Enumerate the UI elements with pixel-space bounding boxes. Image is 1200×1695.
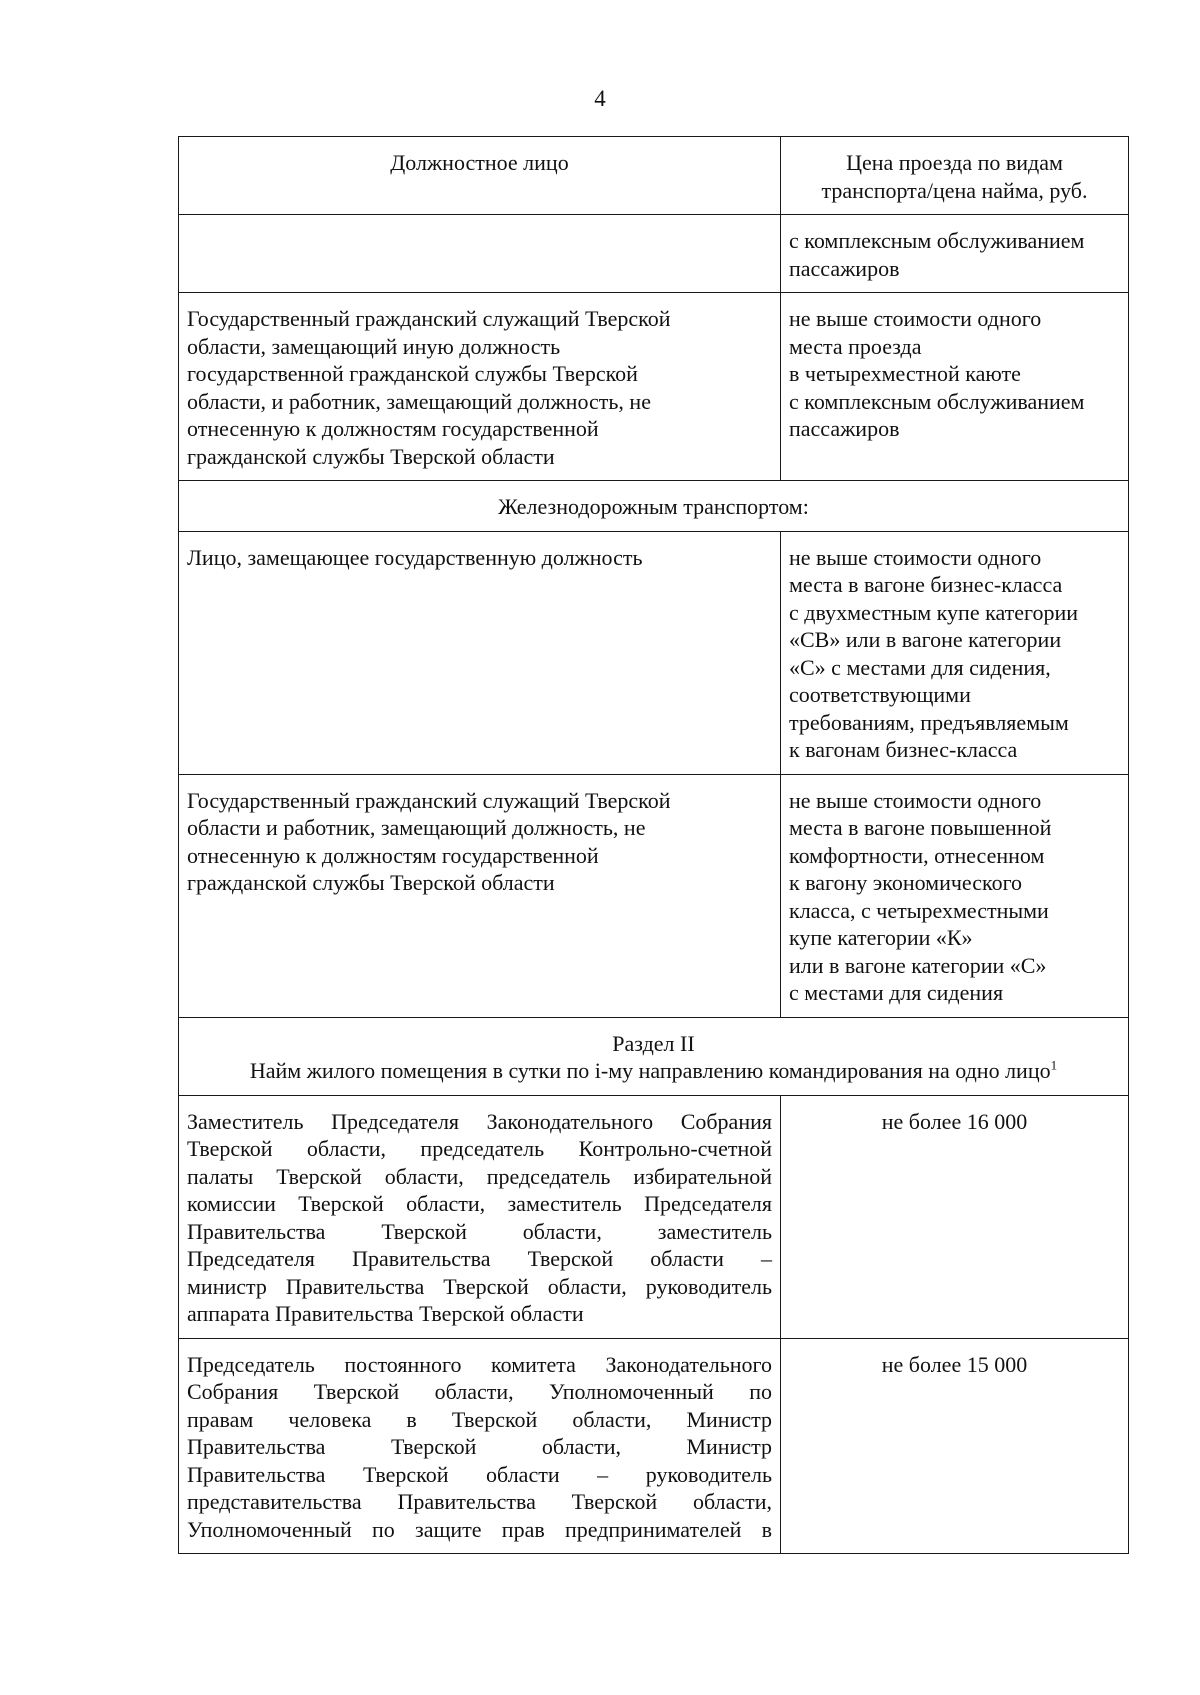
price-line: места в вагоне повышенной	[789, 815, 1052, 840]
section-row-rail	[179, 481, 1129, 532]
official-line: Государственный гражданский служащий Тверской	[187, 306, 671, 331]
price-line: соответствующими	[789, 682, 971, 707]
footnote-mark: 1	[1050, 1057, 1058, 1073]
row-official-cell	[179, 1095, 781, 1338]
price-line: места проезда	[789, 333, 922, 359]
page-number: 4	[594, 86, 606, 111]
row-price-cell: не более 15 000	[781, 1338, 1129, 1554]
official-line: Уполномоченный по защите прав предпринимателей в	[187, 1516, 772, 1542]
official-line: министр Правительства Тверской области, руководитель	[187, 1273, 772, 1299]
table-row	[179, 774, 1129, 1017]
allowance-table	[178, 136, 1129, 1554]
price-line: требованиям, предъявляемым	[789, 709, 1069, 735]
official-line: гражданской службы Тверской области	[187, 443, 555, 469]
official-line: отнесенную к должностям государственной	[187, 842, 599, 868]
row-official-cell	[179, 215, 781, 293]
price-line: к вагону экономического	[789, 870, 1023, 895]
price-line: «СВ» или в вагоне категории	[789, 627, 1062, 652]
price-line: купе категории «К»	[789, 925, 973, 950]
row-price-cell	[781, 531, 1129, 774]
price-line: не выше стоимости одного	[789, 544, 1042, 570]
table-row	[179, 293, 1129, 481]
price-line: не выше стоимости одного	[789, 787, 1042, 813]
price-line: с комплексным обслуживанием	[789, 228, 1085, 253]
price-line: не выше стоимости одного	[789, 306, 1042, 331]
official-line: представительства Правительства Тверской области,	[187, 1489, 772, 1514]
official-line: Государственный гражданский служащий Тверской	[187, 787, 671, 813]
official-line: правам человека в Тверской области, Министр	[187, 1406, 772, 1432]
price-line: пассажиров	[789, 416, 900, 441]
price-line: места в вагоне бизнес-класса	[789, 572, 1063, 597]
row-official-cell	[179, 531, 781, 774]
official-line: области и работник, замещающий должность, не	[187, 815, 646, 840]
official-line: Председателя Правительства Тверской области –	[187, 1246, 772, 1271]
price-line: в четырехместной каюте	[789, 361, 1021, 386]
row-official-cell	[179, 774, 781, 1017]
row-official-cell	[179, 293, 781, 481]
price-line: к вагонам бизнес-класса	[789, 737, 1018, 762]
official-line: государственной гражданской службы Тверской	[187, 361, 638, 386]
price-line: или в вагоне категории «С»	[789, 952, 1047, 978]
official-line: палаты Тверской области, председатель избирательной	[187, 1163, 772, 1189]
header-price-line: Цена проезда по видам	[846, 150, 1063, 175]
table-header-row	[179, 137, 1129, 215]
official-line: Собрания Тверской области, Уполномоченный по	[187, 1379, 772, 1404]
price-line: пассажиров	[789, 255, 900, 281]
price-line: комфортности, отнесенном	[789, 842, 1045, 868]
header-price-line: транспорта/цена найма, руб.	[821, 177, 1088, 203]
official-line: Правительства Тверской области, Министр	[187, 1434, 772, 1459]
row-official-cell	[179, 1338, 781, 1554]
section-2-title: Раздел II	[612, 1030, 695, 1056]
row-price-cell: не более 16 000	[781, 1095, 1129, 1338]
official-line: гражданской службы Тверской области	[187, 870, 555, 895]
official-line: Правительства Тверской области, заместитель	[187, 1218, 772, 1244]
section-row-2	[179, 1017, 1129, 1095]
official-line: комиссии Тверской области, заместитель Председателя	[187, 1191, 772, 1216]
official-line: Лицо, замещающее государственную должность	[187, 544, 643, 570]
official-line: области, замещающий иную должность	[187, 333, 561, 359]
official-line: аппарата Правительства Тверской области	[187, 1301, 584, 1326]
official-line: отнесенную к должностям государственной	[187, 416, 599, 441]
price-line: с двухместным купе категории	[789, 599, 1079, 625]
table-row	[179, 215, 1129, 293]
section-2-subtitle-text: Найм жилого помещения в сутки по i-му направлению командирования на одно лицо	[249, 1058, 1051, 1083]
row-price-cell	[781, 774, 1129, 1017]
row-price-cell	[781, 293, 1129, 481]
header-price	[781, 137, 1129, 215]
official-line: области, и работник, замещающий должность, не	[187, 388, 651, 414]
row-price-cell	[781, 215, 1129, 293]
table-row	[179, 1095, 1129, 1338]
header-official: Должностное лицо	[179, 137, 781, 215]
table-row	[179, 1338, 1129, 1554]
price-line: с местами для сидения	[789, 980, 1004, 1005]
official-line: Правительства Тверской области – руководитель	[187, 1461, 772, 1487]
price-line: «С» с местами для сидения,	[789, 654, 1051, 680]
price-line: класса, с четырехместными	[789, 897, 1049, 923]
price-line: с комплексным обслуживанием	[789, 388, 1085, 414]
section-2-heading	[179, 1017, 1129, 1095]
official-line: Тверской области, председатель Контрольно-счетной	[187, 1136, 772, 1161]
table-row	[179, 531, 1129, 774]
official-line: Председатель постоянного комитета Законодательного	[187, 1351, 772, 1377]
section-2-subtitle	[187, 1057, 1120, 1085]
official-line: Заместитель Председателя Законодательного Собрания	[187, 1108, 772, 1134]
rail-transport-heading: Железнодорожным транспортом:	[179, 481, 1129, 532]
